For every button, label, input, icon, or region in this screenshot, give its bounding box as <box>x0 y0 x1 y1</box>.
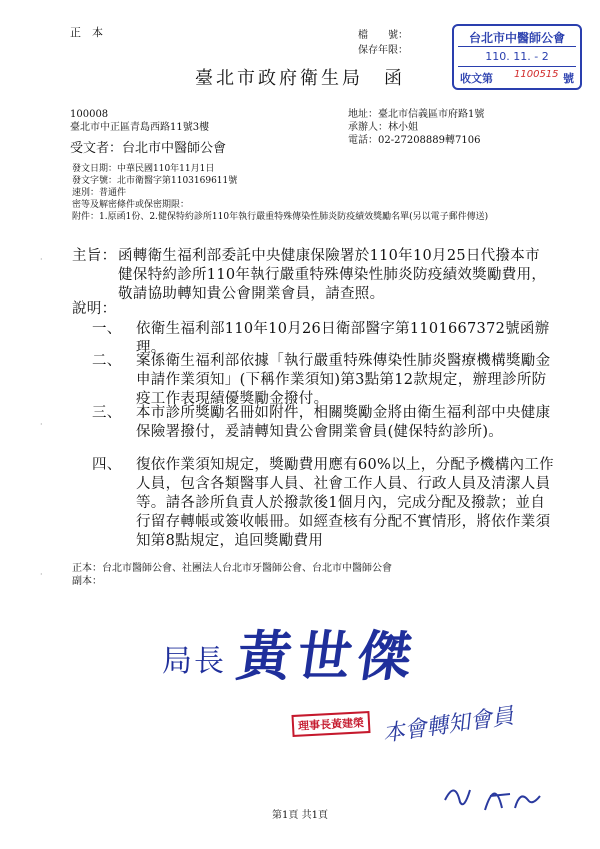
stamp-received-suffix: 號 <box>563 72 574 85</box>
binding-mark: · <box>40 420 43 429</box>
item-1-number: 一、 <box>92 321 122 337</box>
stamp-received-number: 1100515 <box>514 69 559 80</box>
copy-type-label: 正 本 <box>70 26 103 39</box>
chairman-seal: 理事長黃建榮 <box>291 711 370 737</box>
binding-mark: · <box>40 570 43 579</box>
subject-text: 函轉衛生福利部委託中央健康保險署於110年10月25日代撥本市健保特約診所110年執行嚴重特殊傳染性肺炎防疫績效獎勵費用，敬請協助轉知貴公會開業會員，請查照。 <box>118 248 547 302</box>
sender-address: 地址：臺北市信義區市府路1號 <box>348 109 485 120</box>
page-number: 第1頁 共1頁 <box>272 810 328 821</box>
document-title: 臺北市政府衛生局 函 <box>195 68 405 89</box>
document-number: 發文字號：北市衛醫字第1103169611號 <box>72 176 238 186</box>
stamp-org: 台北市中醫師公會 <box>468 31 565 45</box>
attachment-note: 附件：1.原函1份、2.健保特約診所110年執行嚴重特殊傳染性肺炎防疫績效獎勵名單(另以電子郵件傳送) <box>72 212 489 222</box>
item-2-number: 二、 <box>92 353 122 369</box>
file-number-label: 檔 號： <box>358 30 408 41</box>
item-1-text: 依衛生福利部110年10月26日衛部醫字第1101667372號函辦理。 <box>136 321 550 356</box>
sender-contact: 承辦人：林小姐 <box>348 122 418 133</box>
item-4-number: 四、 <box>92 457 122 473</box>
director-title: 局長 <box>162 644 226 679</box>
item-3-text: 本市診所獎勵名冊如附件，相關獎勵金將由衛生福利部中央健康保險署撥付，爰請轉知貴公會開業會員(健保特約診所)。 <box>136 405 551 440</box>
retention-period-label: 保存年限： <box>358 45 408 56</box>
sender-phone: 電話：02-27208889轉7106 <box>348 135 481 146</box>
issue-date: 發文日期：中華民國110年11月1日 <box>72 164 215 174</box>
copy-recipients: 副本： <box>72 576 102 587</box>
delivery-speed: 速別：普通件 <box>72 188 127 198</box>
item-2-text: 案係衛生福利部依據「執行嚴重特殊傳染性肺炎醫療機構獎勵金申請作業須知」(下稱作業須知)第3點第12款規定，辦理診所防疫工作表現績優獎勵金撥付。 <box>136 353 551 407</box>
secrecy-level: 密等及解密條件或保密期限： <box>72 200 190 210</box>
subject-label: 主旨： <box>72 248 117 264</box>
stamp-date: 110. 11. - 2 <box>485 50 549 63</box>
item-4-text: 復依作業須知規定，獎勵費用應有60%以上，分配予機構內工作人員，包含各類醫事人員、社會工作人員、行政人員及清潔人員等。請各診所負責人於撥款後1個月內，完成分配及撥款；並自行留存轉帳或簽收帳冊。如經查核有分配不實情形，將依作業須知第8點規定，追回獎勵費用 <box>136 457 554 549</box>
binding-mark: · <box>40 255 43 264</box>
handwritten-note: 本會轉知會員 <box>381 703 516 748</box>
stamp-received-label: 收文第 <box>460 72 493 85</box>
explanation-label: 說明： <box>72 301 117 317</box>
recipient-address: 臺北市中正區青島西路11號3樓 <box>70 122 210 133</box>
director-signature: 黃世傑 <box>233 625 422 688</box>
original-recipients: 正本：台北市醫師公會、社團法人台北市牙醫師公會、台北市中醫師公會 <box>72 563 392 574</box>
recipient-postal-code: 100008 <box>70 109 109 120</box>
recipient-name: 受文者：台北市中醫師公會 <box>70 141 227 156</box>
item-3-number: 三、 <box>92 405 122 421</box>
